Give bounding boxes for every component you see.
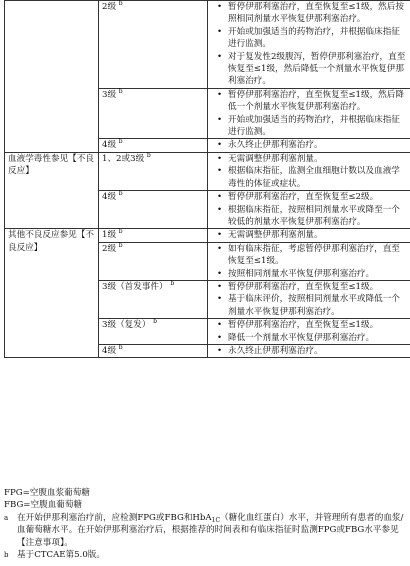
action-bullet-item (211, 1, 408, 26)
dose-modification-table (4, 0, 410, 358)
bullet-glyph: • (216, 345, 223, 356)
action-text: 对于复发性2级腹泻，暂停伊那利塞治疗，直至恢复至≤1级，然后降低一个剂量水平恢复伊那利塞治疗。 (228, 51, 406, 87)
action-text: 暂停伊那利塞治疗，直至恢复至≤1级，然后按照相同剂量水平恢复伊那利塞治疗。 (228, 2, 404, 25)
bullet-glyph: • (216, 204, 223, 215)
action-text: 暂停伊那利塞治疗，直至恢复至≤2级。 (228, 192, 379, 203)
grade-footnote-ref: b (170, 279, 175, 287)
grade-footnote-ref: b (118, 0, 123, 7)
grade-cell (99, 242, 208, 280)
action-bullet-item (211, 345, 408, 357)
table-row (5, 1, 410, 89)
grade-footnote-ref: b (118, 228, 123, 236)
action-text: 暂停伊那利塞治疗，直至恢复至≤1级。 (228, 281, 379, 292)
bullet-glyph: • (216, 294, 223, 305)
bullet-glyph: • (216, 89, 223, 100)
action-bullet-item (211, 332, 408, 344)
grade-cell (99, 1, 208, 89)
grade-footnote-ref: b (146, 151, 151, 159)
action-cell (208, 229, 410, 242)
action-text: 如有临床指征，考虑暂停伊那利塞治疗，直至恢复至≤1级。 (228, 243, 400, 267)
action-cell (208, 191, 410, 229)
grade-label: 2级 (102, 2, 117, 12)
action-bullet-item (211, 139, 408, 151)
action-bullet-item (211, 229, 408, 241)
action-text: 根据临床指征，监测全血细胞计数以及血液学毒性的体征或症状。 (228, 166, 400, 189)
action-text: 无需调整伊那利塞剂量。 (228, 230, 323, 241)
grade-label: 4级 (102, 192, 117, 203)
grade-label: 1级 (102, 230, 117, 241)
grade-label: 2级 (102, 243, 117, 254)
grade-cell (99, 280, 208, 318)
bullet-glyph: • (216, 332, 223, 343)
footnote-a-marker: a (4, 513, 9, 522)
grade-footnote-ref: b (118, 87, 123, 95)
action-cell (208, 88, 410, 139)
category-cell: 血液学毒性参见【不良反应】 (5, 152, 99, 228)
footnote-a-text (17, 512, 406, 549)
action-bullet-item (211, 26, 408, 51)
action-bullet-item (211, 281, 408, 293)
action-bullet-item (211, 204, 408, 229)
action-bullet-item (211, 268, 408, 280)
action-bullet-item (211, 114, 408, 139)
action-bullet-item (211, 293, 408, 318)
action-text: 基于临床评价，按照相同剂量水平或降低一个剂量水平恢复伊那利塞治疗。 (228, 294, 400, 317)
bullet-glyph: • (216, 140, 223, 151)
footnote-b-text: 基于CTCAE第5.0版。 (17, 550, 105, 561)
action-cell (208, 242, 410, 280)
grade-footnote-ref: b (153, 318, 158, 326)
action-text: 开始或加强适当的药物治疗，并根据临床指征进行监测。 (228, 26, 400, 50)
abbreviation-fbg: FBG=空腹血葡萄糖 (4, 500, 83, 511)
footnote-a-text-pre: 在开始伊那利塞治疗前，应检测FPG或FBG和HbA (17, 512, 212, 523)
action-text: 无需调整伊那利塞剂量。 (228, 153, 323, 164)
action-text: 按照相同剂量水平恢复伊那利塞治疗。 (228, 268, 375, 279)
footnote-b (4, 549, 406, 561)
grade-label: 4级 (102, 345, 117, 356)
grade-label: 1、2或3级 (102, 153, 145, 164)
grade-label: 3级 (102, 89, 117, 100)
action-cell (208, 319, 410, 345)
grade-cell (99, 191, 208, 229)
table-row (5, 152, 410, 190)
action-cell (208, 139, 410, 152)
action-bullet-item (211, 243, 408, 268)
category-cell (5, 1, 99, 153)
bullet-glyph: • (216, 192, 223, 203)
action-cell (208, 152, 410, 190)
bullet-glyph: • (216, 268, 223, 279)
grade-label: 3级（复发） (102, 320, 151, 331)
bullet-glyph: • (216, 2, 223, 12)
bullet-glyph: • (216, 26, 223, 37)
footnote-a (4, 512, 406, 549)
category-cell: 其他不良反应参见【不良反应】 (5, 229, 99, 358)
action-text: 永久终止伊那利塞治疗。 (228, 140, 323, 151)
bullet-glyph: • (216, 51, 223, 62)
bullet-glyph: • (216, 230, 223, 241)
grade-label: 4级 (102, 140, 117, 151)
bullet-glyph: • (216, 114, 223, 125)
grade-label: 3级（首发事件） (102, 281, 168, 292)
grade-cell (99, 152, 208, 190)
grade-cell (99, 139, 208, 152)
action-cell (208, 344, 410, 357)
grade-cell (99, 229, 208, 242)
action-text: 永久终止伊那利塞治疗。 (228, 345, 323, 356)
action-cell (208, 1, 410, 89)
action-bullet-item (211, 165, 408, 190)
bullet-glyph: • (216, 320, 223, 331)
footnote-a-text-post: （糖化血红蛋白）水平，并管理所有患者的血浆/血葡萄糖水平。在开始伊那利塞治疗后，根据推荐的时间表和有临床指征时监测FPG或FBG水平参见【注意事项】。 (17, 512, 404, 548)
table-notes (4, 487, 406, 561)
bullet-glyph: • (216, 166, 223, 177)
grade-footnote-ref: b (118, 343, 123, 351)
action-text: 暂停伊那利塞治疗，直至恢复至≤1级。 (228, 320, 379, 331)
action-text: 根据临床指征，按照相同剂量水平或降至一个较低的剂量水平恢复伊那利塞治疗。 (228, 204, 400, 227)
action-text: 暂停伊那利塞治疗，直至恢复至≤1级，然后降低一个剂量水平恢复伊那利塞治疗。 (228, 89, 404, 113)
grade-cell (99, 319, 208, 345)
action-bullet-item (211, 319, 408, 331)
action-bullet-item (211, 51, 408, 88)
action-cell (208, 280, 410, 318)
bullet-glyph: • (216, 243, 223, 254)
action-bullet-item (211, 89, 408, 114)
action-text: 降低一个剂量水平恢复伊那利塞治疗。 (228, 332, 375, 343)
grade-cell (99, 88, 208, 139)
action-bullet-item (211, 191, 408, 203)
table-body (5, 1, 410, 358)
grade-footnote-ref: b (118, 241, 123, 249)
grade-footnote-ref: b (118, 190, 123, 198)
grade-footnote-ref: b (118, 138, 123, 146)
abbreviation-fpg: FPG=空腹血浆葡萄糖 (4, 488, 90, 498)
footnote-b-marker: b (4, 551, 9, 560)
grade-cell (99, 344, 208, 357)
table-row (5, 229, 410, 242)
bullet-glyph: • (216, 153, 223, 164)
action-bullet-item (211, 153, 408, 165)
bullet-glyph: • (216, 281, 223, 292)
footnote-a-subscript: 1C (211, 516, 221, 524)
action-text: 开始或加强适当的药物治疗，并根据临床指征进行监测。 (228, 114, 400, 138)
